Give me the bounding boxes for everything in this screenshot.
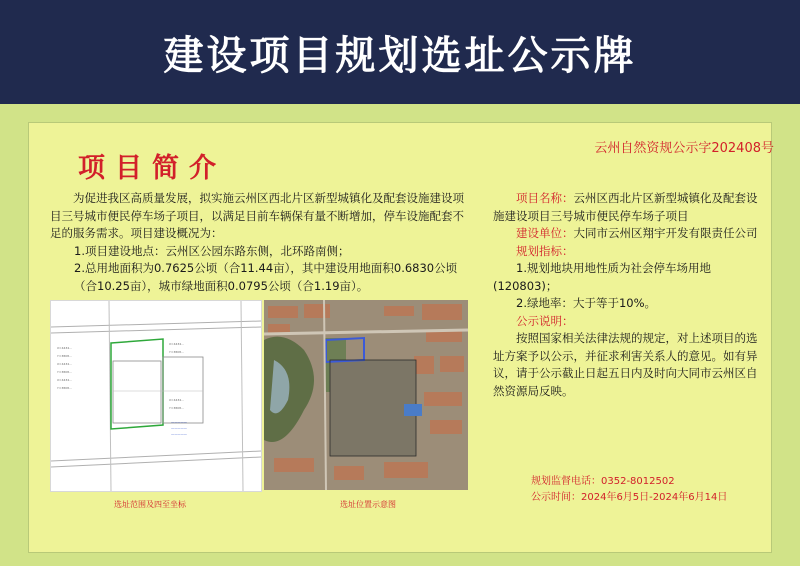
phone-label: 规划监督电话：: [531, 476, 601, 487]
project-info-block: [493, 190, 763, 400]
svg-text:Y=3808...: Y=3808...: [169, 350, 184, 354]
svg-text:X=4434...: X=4434...: [169, 398, 185, 402]
planning-indicators-line: [493, 243, 763, 261]
aerial-image: [264, 300, 468, 490]
site-boundary-plan: [50, 300, 262, 492]
intro-heading: 项目简介: [78, 153, 226, 184]
phone-line: [531, 474, 727, 490]
site-location-aerial: [264, 300, 468, 490]
svg-text:—————: —————: [171, 432, 187, 436]
svg-text:Y=3808...: Y=3808...: [169, 406, 184, 410]
notice-explanation-label: 公示说明：: [516, 313, 574, 328]
period-value: 2024年6月5日-2024年6月14日: [581, 492, 728, 503]
project-name-line: [493, 190, 763, 225]
construction-unit-line: [493, 225, 763, 243]
period-label: 公示时间：: [531, 492, 581, 503]
aerial-caption: 选址位置示意图: [340, 500, 396, 509]
svg-text:Y=3808...: Y=3808...: [57, 370, 72, 374]
maps-area: [50, 300, 470, 512]
svg-text:Y=3808...: Y=3808...: [57, 386, 72, 390]
project-name-value: 云州区西北片区新型城镇化及配套设施建设项目三号城市便民停车场子项目: [493, 191, 758, 223]
page-title: 建设项目规划选址公示牌: [163, 32, 637, 79]
notice-number: 云州自然资规公示字202408号: [594, 141, 774, 156]
contact-block: [531, 474, 727, 506]
svg-text:—————: —————: [171, 420, 187, 424]
svg-text:X=4434...: X=4434...: [57, 378, 73, 382]
svg-text:X=4434...: X=4434...: [169, 342, 185, 346]
svg-text:—————: —————: [171, 426, 187, 430]
header-bar: [0, 0, 800, 104]
intro-item-location: 1.项目建设地点：云州区公园东路东侧，北环路南侧；: [74, 243, 350, 258]
planning-item-green-ratio: 2.绿地率：大于等于10%。: [516, 296, 657, 310]
planning-indicators-label: 规划指标：: [516, 243, 574, 258]
site-plan-drawing: [51, 301, 261, 491]
site-plan-caption: 选址范围及四至坐标: [114, 500, 186, 509]
project-name-label: 项目名称：: [516, 191, 574, 205]
intro-item-area: 2.总用地面积为0.7625公顷（合11.44亩），其中建设用地面积0.6830公顷（合10.25亩），城市绿地面积0.0795公顷（合1.19亩）。: [74, 261, 458, 293]
svg-text:X=4434...: X=4434...: [57, 346, 73, 350]
period-line: [531, 490, 727, 506]
construction-unit-value: 大同市云州区翔宇开发有限责任公司: [573, 226, 758, 240]
svg-text:X=4434...: X=4434...: [57, 362, 73, 366]
planning-item-landuse: 1.规划地块用地性质为社会停车场用地(120803)；: [493, 261, 711, 293]
intro-paragraph: 为促进我区高质量发展，拟实施云州区西北片区新型城镇化及配套设施建设项目三号城市便民停车场子项目，以满足目前车辆保有量不断增加，停车设施配套不足的服务需求。项目建设概况为：: [50, 191, 464, 240]
notice-explanation-line: [493, 313, 763, 331]
intro-text-block: [50, 190, 470, 295]
svg-text:Y=3808...: Y=3808...: [57, 354, 72, 358]
phone-number: 0352-8012502: [601, 476, 675, 487]
construction-unit-label: 建设单位：: [516, 226, 574, 240]
notice-explanation-text: 按照国家相关法律法规的规定，对上述项目的选址方案予以公示，并征求利害关系人的意见。如有异议，请于公示截止日起五日内及时向大同市云州区自然资源局反映。: [493, 331, 758, 398]
